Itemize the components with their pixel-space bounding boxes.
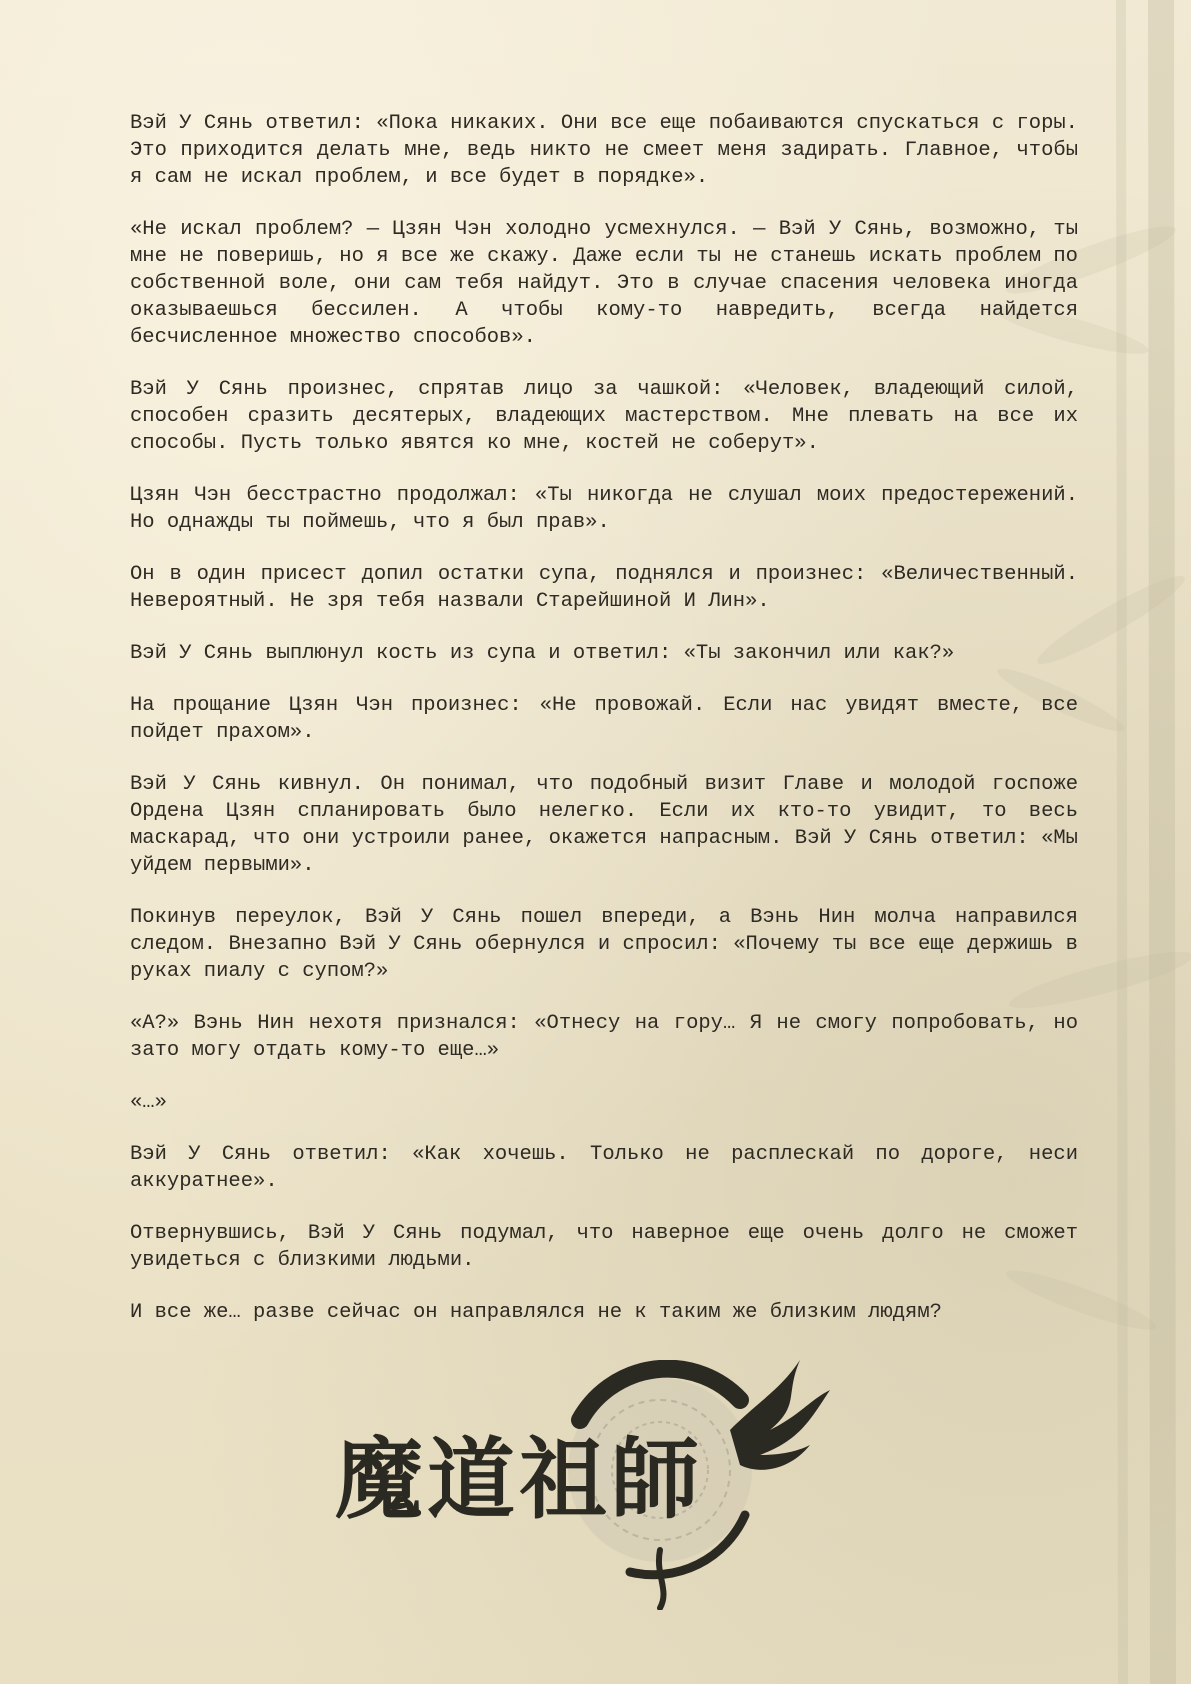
story-text	[130, 110, 1078, 1351]
logo-title: 魔道祖師	[335, 1427, 704, 1531]
paragraph: Он в один присест допил остатки супа, поднялся и произнес: «Величественный. Невероятный. Не зря тебя назвали Старейшиной И Лин».	[130, 563, 1078, 613]
paragraph: Вэй У Сянь ответил: «Как хочешь. Только не расплескай по дороге, неси аккуратнее».	[130, 1143, 1078, 1193]
paragraph: Цзян Чэн бесстрастно продолжал: «Ты никогда не слушал моих предостережений. Но однажды ты поймешь, что я был прав».	[130, 484, 1078, 534]
paragraph: Вэй У Сянь произнес, спрятав лицо за чашкой: «Человек, владеющий силой, способен сразить десятерых, владеющих мастерством. Мне плевать на все их способы. Пусть только явятся ко мне, костей не соберут».	[130, 378, 1078, 455]
flame-icon	[730, 1360, 830, 1470]
paragraph: Отвернувшись, Вэй У Сянь подумал, что наверное еще очень долго не сможет увидеться с близкими людьми.	[130, 1222, 1078, 1272]
paragraph: На прощание Цзян Чэн произнес: «Не провожай. Если нас увидят вместе, все пойдет прахом».	[130, 694, 1078, 744]
paragraph: «Не искал проблем? — Цзян Чэн холодно усмехнулся. — Вэй У Сянь, возможно, ты мне не поверишь, но я все же скажу. Даже если ты не станешь искать проблем по собственной воле, они сам тебя найдут. Это в случае спасения человека иногда оказываешься бессилен. А чтобы кому-то навредить, всегда найдется бесчисленное множество способов».	[130, 218, 1078, 349]
mdzs-logo	[330, 1360, 870, 1610]
paragraph: Вэй У Сянь кивнул. Он понимал, что подобный визит Главе и молодой госпоже Ордена Цзян спланировать было нелегко. Если их кто-то увидит, то весь маскарад, что они устроили ранее, окажется напрасным. Вэй У Сянь ответил: «Мы уйдем первыми».	[130, 773, 1078, 877]
paragraph: И все же… разве сейчас он направлялся не к таким же близким людям?	[130, 1301, 942, 1324]
paragraph: Вэй У Сянь выплюнул кость из супа и ответил: «Ты закончил или как?»	[130, 642, 955, 665]
paragraph: «…»	[130, 1091, 167, 1114]
paragraph: «А?» Вэнь Нин нехотя признался: «Отнесу на гору… Я не смогу попробовать, но зато могу отдать кому-то еще…»	[130, 1012, 1078, 1062]
paragraph: Вэй У Сянь ответил: «Пока никаких. Они все еще побаиваются спускаться с горы. Это приходится делать мне, ведь никто не смеет меня задирать. Главное, чтобы я сам не искал проблем, и все будет в порядке».	[130, 112, 1078, 189]
paragraph: Покинув переулок, Вэй У Сянь пошел впереди, а Вэнь Нин молча направился следом. Внезапно Вэй У Сянь обернулся и спросил: «Почему ты все еще держишь в руках пиалу с супом?»	[130, 906, 1078, 983]
